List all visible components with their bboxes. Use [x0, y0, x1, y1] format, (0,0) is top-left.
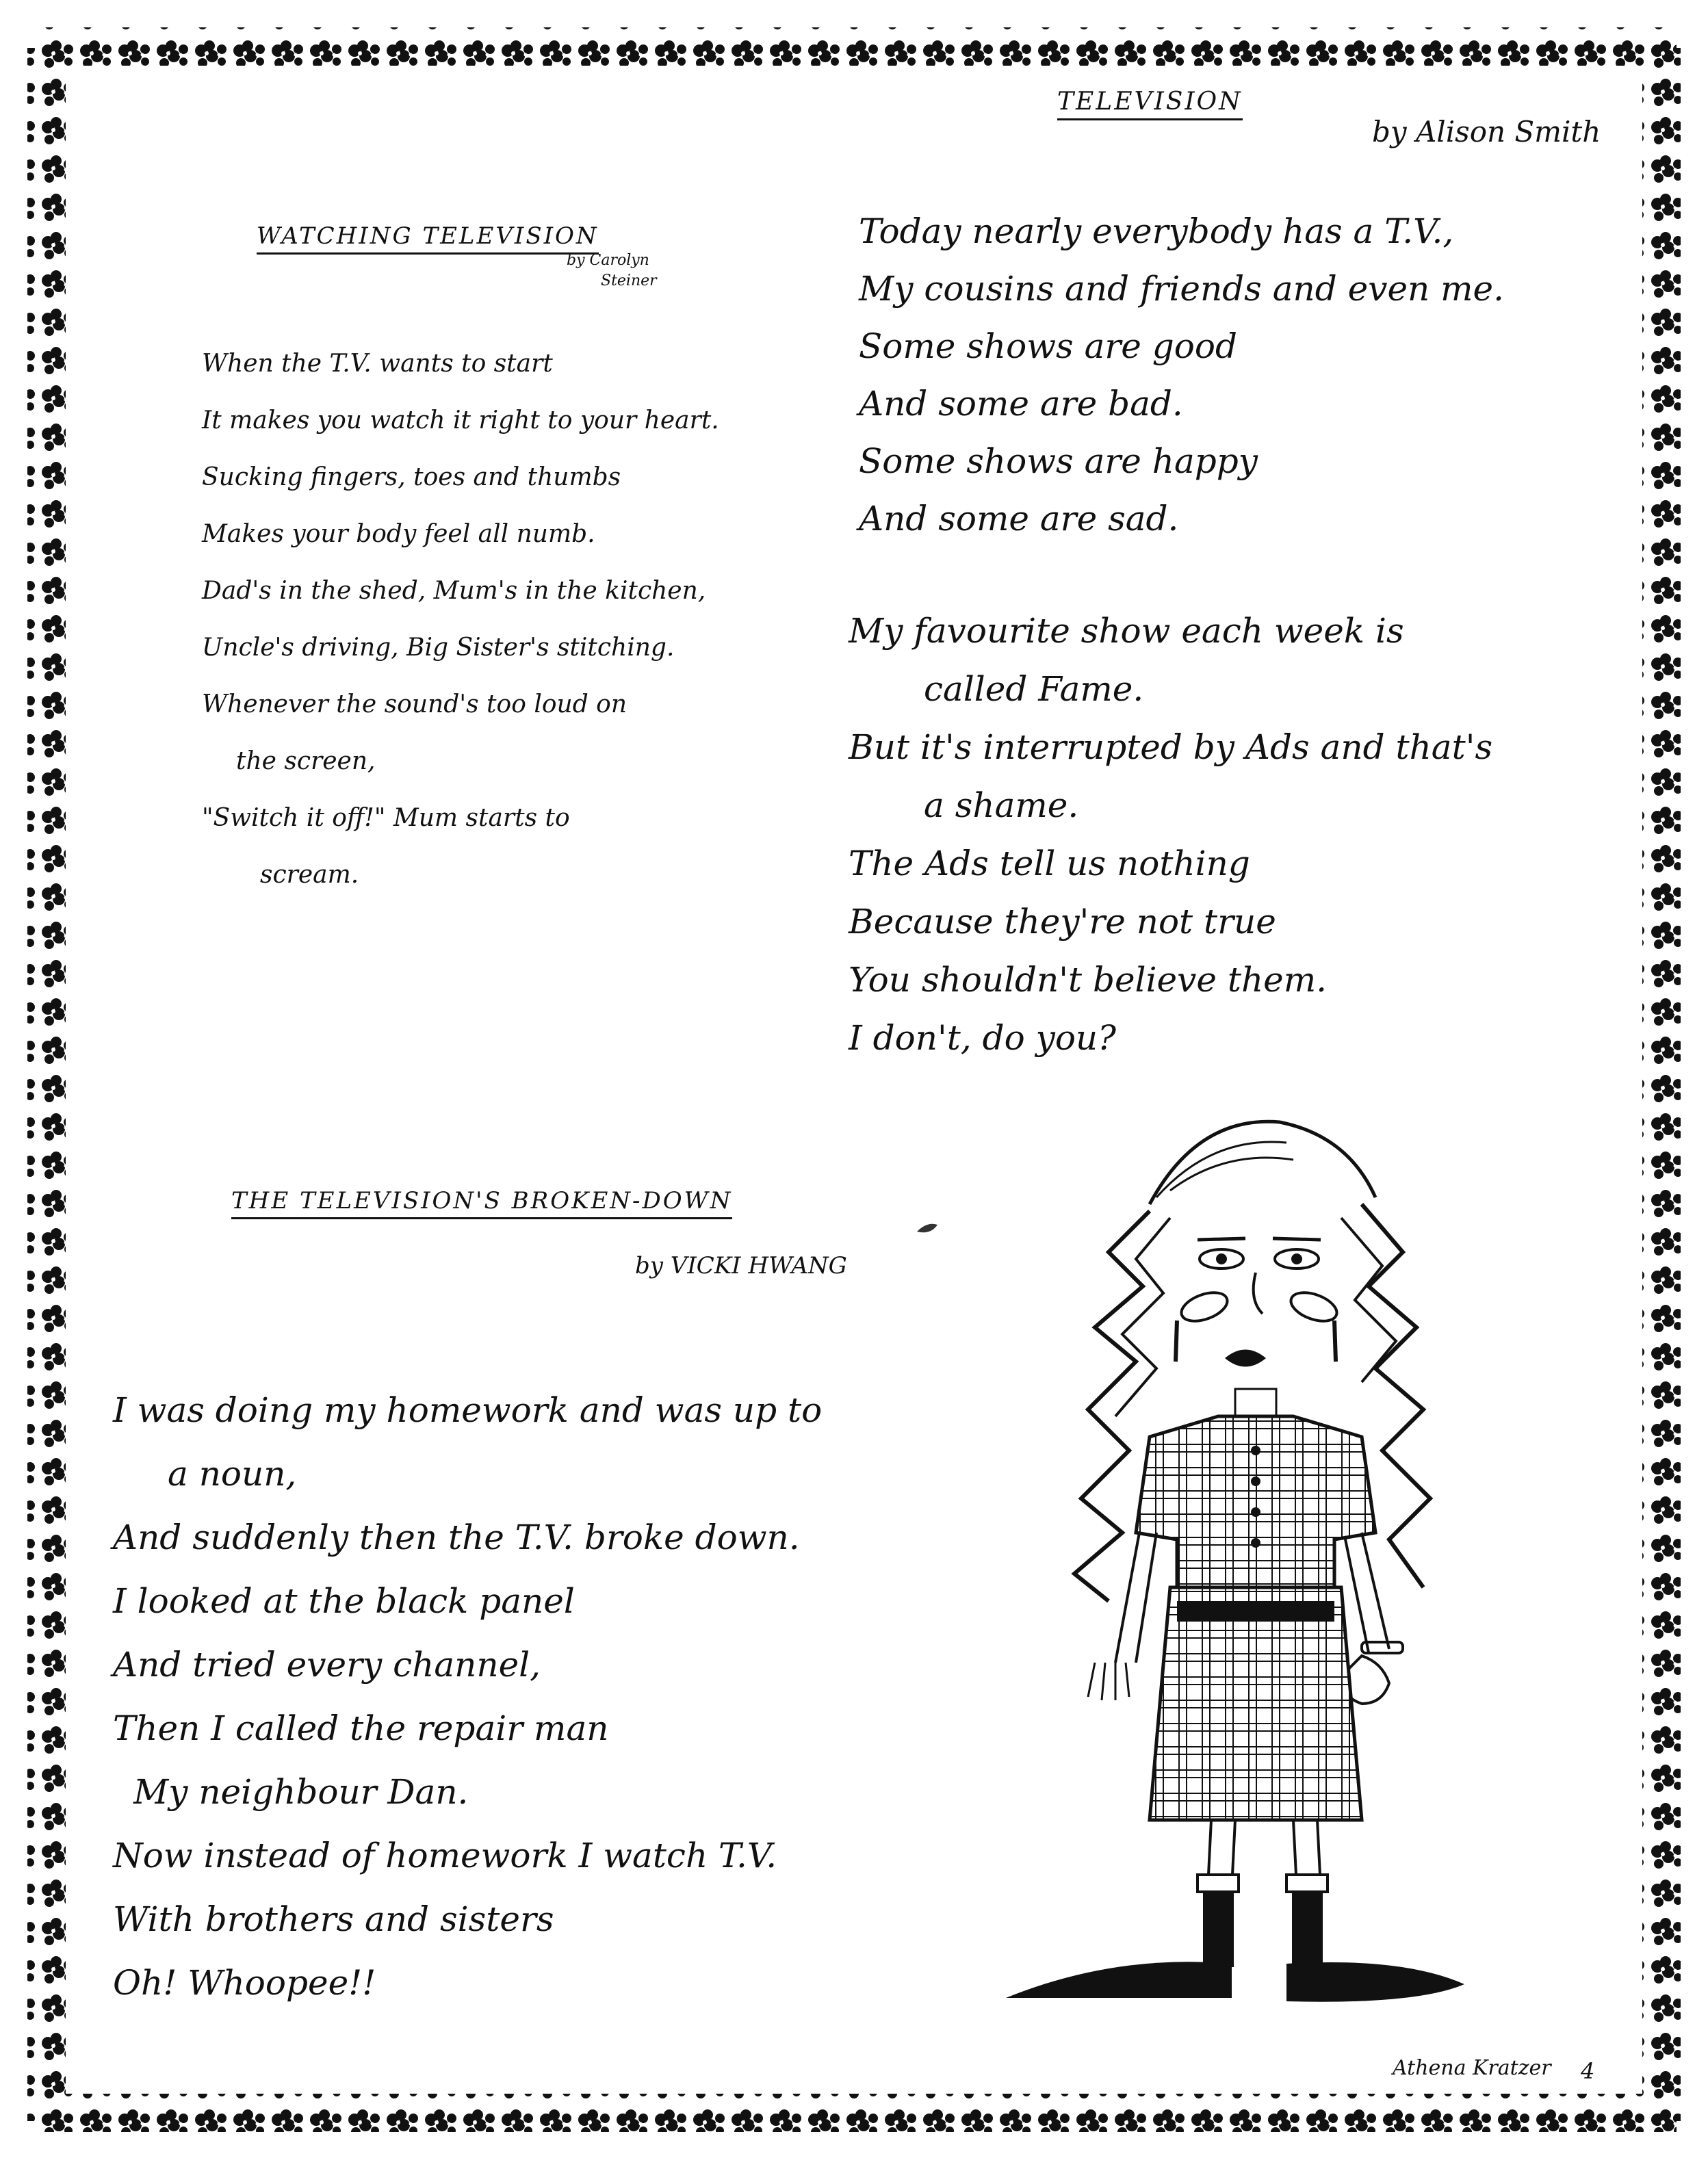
- poem-line: The Ads tell us nothing: [849, 844, 1250, 883]
- poem-line: I don't, do you?: [849, 1018, 1116, 1058]
- poem-line: I looked at the black panel: [113, 1581, 575, 1621]
- poem-line: Some shows are good: [859, 326, 1237, 366]
- ink-mark: [914, 1218, 941, 1238]
- poem-line: Today nearly everybody has a T.V.,: [859, 211, 1454, 251]
- poem-line: Makes your body feel all numb.: [202, 520, 595, 548]
- poem-line: With brothers and sisters: [113, 1899, 554, 1939]
- poem-body-television: [859, 203, 1504, 547]
- poem-author-by-carolyn: by Carolyn: [567, 252, 649, 269]
- poem-line: Dad's in the shed, Mum's in the kitchen,: [202, 577, 706, 605]
- poem-line: Some shows are happy: [859, 441, 1258, 481]
- poem-line: Then I called the repair man: [113, 1708, 609, 1748]
- poem-line: And suddenly then the T.V. broke down.: [113, 1518, 800, 1557]
- poem-body-television-stanza2: [849, 602, 1492, 1067]
- poem-line: My cousins and friends and even me.: [859, 269, 1505, 309]
- poem-line: Uncle's driving, Big Sister's stitching.: [202, 634, 675, 662]
- poem-title-televisions-broken-down: THE TELEVISION'S BROKEN-DOWN: [231, 1187, 732, 1219]
- poem-line: It makes you watch it right to your heart.: [202, 406, 719, 434]
- poem-line: But it's interrupted by Ads and that's: [849, 727, 1493, 767]
- poem-line: I was doing my homework and was up to: [113, 1390, 823, 1430]
- poem-author-surname-steiner: Steiner: [601, 272, 657, 289]
- girl-illustration: [992, 1095, 1471, 2025]
- poem-line: My neighbour Dan.: [133, 1772, 469, 1812]
- poem-title-television: TELEVISION: [1057, 88, 1243, 120]
- poem-line: Now instead of homework I watch T.V.: [113, 1836, 777, 1875]
- poem-line: You shouldn't believe them.: [849, 960, 1328, 1000]
- poem-line: Whenever the sound's too loud on: [202, 690, 627, 718]
- poem-line: And tried every channel,: [113, 1645, 541, 1685]
- poem-line: And some are bad.: [859, 384, 1183, 424]
- poem-title-watching-television: WATCHING TELEVISION: [257, 222, 599, 255]
- poem-author-alison-smith: by Alison Smith: [1372, 115, 1601, 148]
- poem-line: When the T.V. wants to start: [202, 350, 553, 378]
- poem-line: Because they're not true: [849, 902, 1276, 941]
- poem-line: And some are sad.: [859, 499, 1179, 538]
- poem-body-televisions-broken-down: [113, 1379, 822, 2015]
- artist-signature: Athena Kratzer: [1393, 2056, 1551, 2080]
- poem-line: called Fame.: [924, 669, 1144, 709]
- poem-line: My favourite show each week is: [849, 611, 1404, 651]
- poem-line: Oh! Whoopee!!: [113, 1963, 376, 2003]
- poem-line: the screen,: [236, 747, 376, 775]
- poem-line: scream.: [260, 861, 359, 889]
- poem-line: a noun,: [168, 1454, 297, 1494]
- page-number: 4: [1581, 2058, 1595, 2084]
- poem-line: a shame.: [924, 785, 1079, 825]
- poem-line: Sucking fingers, toes and thumbs: [202, 463, 621, 491]
- poem-body-watching-television: [202, 335, 719, 903]
- poem-line: "Switch it off!" Mum starts to: [202, 804, 570, 832]
- poem-author-vicki-hwang: by VICKI HWANG: [635, 1252, 847, 1279]
